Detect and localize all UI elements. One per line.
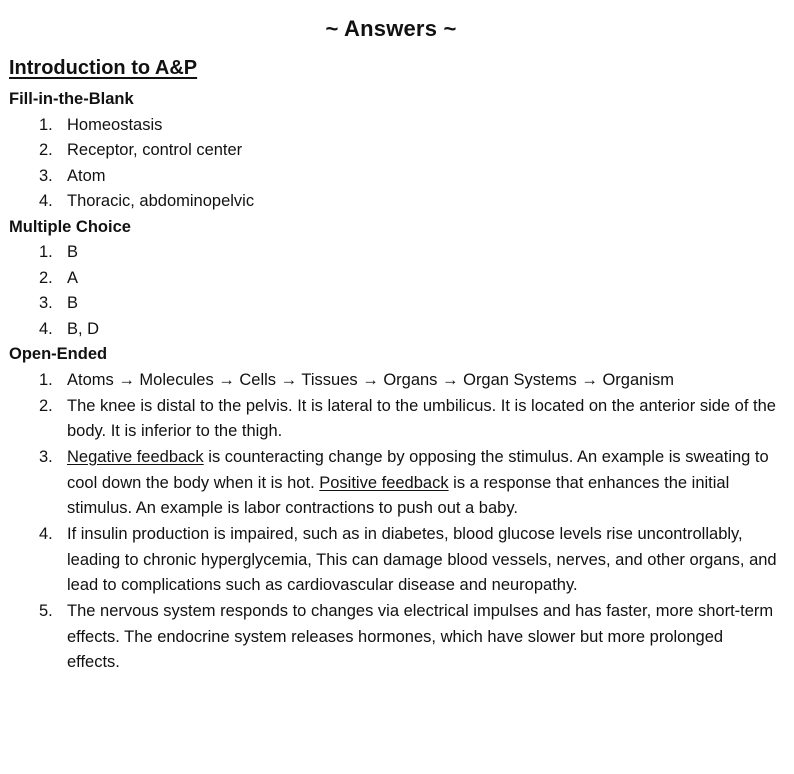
answers-content [9, 87, 779, 676]
answer-text: Receptor, control center [67, 141, 243, 159]
answer-text: B [67, 294, 79, 312]
answer-text: The knee is distal to the pelvis. It is lateral to the umbilicus. It is located on the anterior side of the body. It is inferior to the thigh. [67, 396, 776, 440]
list-item [9, 189, 779, 215]
item-number: 1. [39, 115, 53, 134]
item-number: 2. [39, 141, 53, 159]
list-item [9, 113, 779, 139]
answer-text: If insulin production is impaired, such as in diabetes, blood glucose levels rise uncontrollably, leading to chronic hyperglycemia, This can damage blood vessels, nerves, and other organs, and lead to complications such as cardiovascular disease and neuropathy. [67, 525, 777, 594]
item-number: 4. [39, 525, 53, 543]
answer-text: Atom [67, 166, 106, 185]
section-title: Introduction to A&P [9, 57, 198, 79]
item-number: 4. [39, 319, 53, 338]
list-item [9, 368, 779, 394]
negative-feedback-term: Negative feedback [67, 448, 204, 466]
fill-in-the-blank-list [9, 113, 779, 215]
list-item [9, 445, 779, 522]
positive-feedback-term: Positive feedback [319, 473, 449, 492]
answer-text: is a response that enhances the initial stimulus. An example is labor contractions to push out a baby. [67, 473, 730, 517]
list-item [9, 291, 779, 317]
answer-text: Homeostasis [67, 115, 163, 134]
list-item [9, 240, 779, 266]
fill-in-the-blank-heading: Fill-in-the-Blank [9, 90, 134, 108]
open-ended-heading: Open-Ended [9, 345, 108, 363]
item-number: 3. [39, 166, 53, 185]
item-number: 1. [39, 370, 53, 389]
answer-text: Atoms → Molecules → Cells → Tissues → Organs → Organ Systems → Organism [67, 370, 674, 389]
list-item [9, 522, 779, 599]
list-item [9, 266, 779, 292]
item-number: 2. [39, 268, 53, 287]
answer-text: is counteracting change by opposing the stimulus. An example is sweating to cool down the body when it is hot. [67, 448, 769, 492]
multiple-choice-heading: Multiple Choice [9, 217, 131, 236]
open-ended-list [9, 368, 779, 676]
list-item [9, 394, 779, 445]
list-item [9, 317, 779, 343]
item-number: 4. [39, 192, 53, 210]
answer-text: A [67, 268, 79, 287]
item-number: 5. [39, 602, 53, 620]
answer-text: The nervous system responds to changes via electrical impulses and has faster, more short-term effects. The endocrine system releases hormones, which have slower but more prolonged effects. [67, 602, 774, 671]
answer-text: Thoracic, abdominopelvic [67, 192, 255, 210]
item-number: 2. [39, 396, 53, 415]
list-item [9, 164, 779, 190]
item-number: 3. [39, 448, 53, 466]
page-title: ~ Answers ~ [325, 16, 457, 41]
list-item [9, 599, 779, 676]
answer-text: B [67, 243, 79, 261]
item-number: 1. [39, 243, 53, 261]
answer-text: B, D [67, 319, 100, 338]
item-number: 3. [39, 294, 53, 312]
list-item [9, 138, 779, 164]
multiple-choice-list [9, 240, 779, 342]
